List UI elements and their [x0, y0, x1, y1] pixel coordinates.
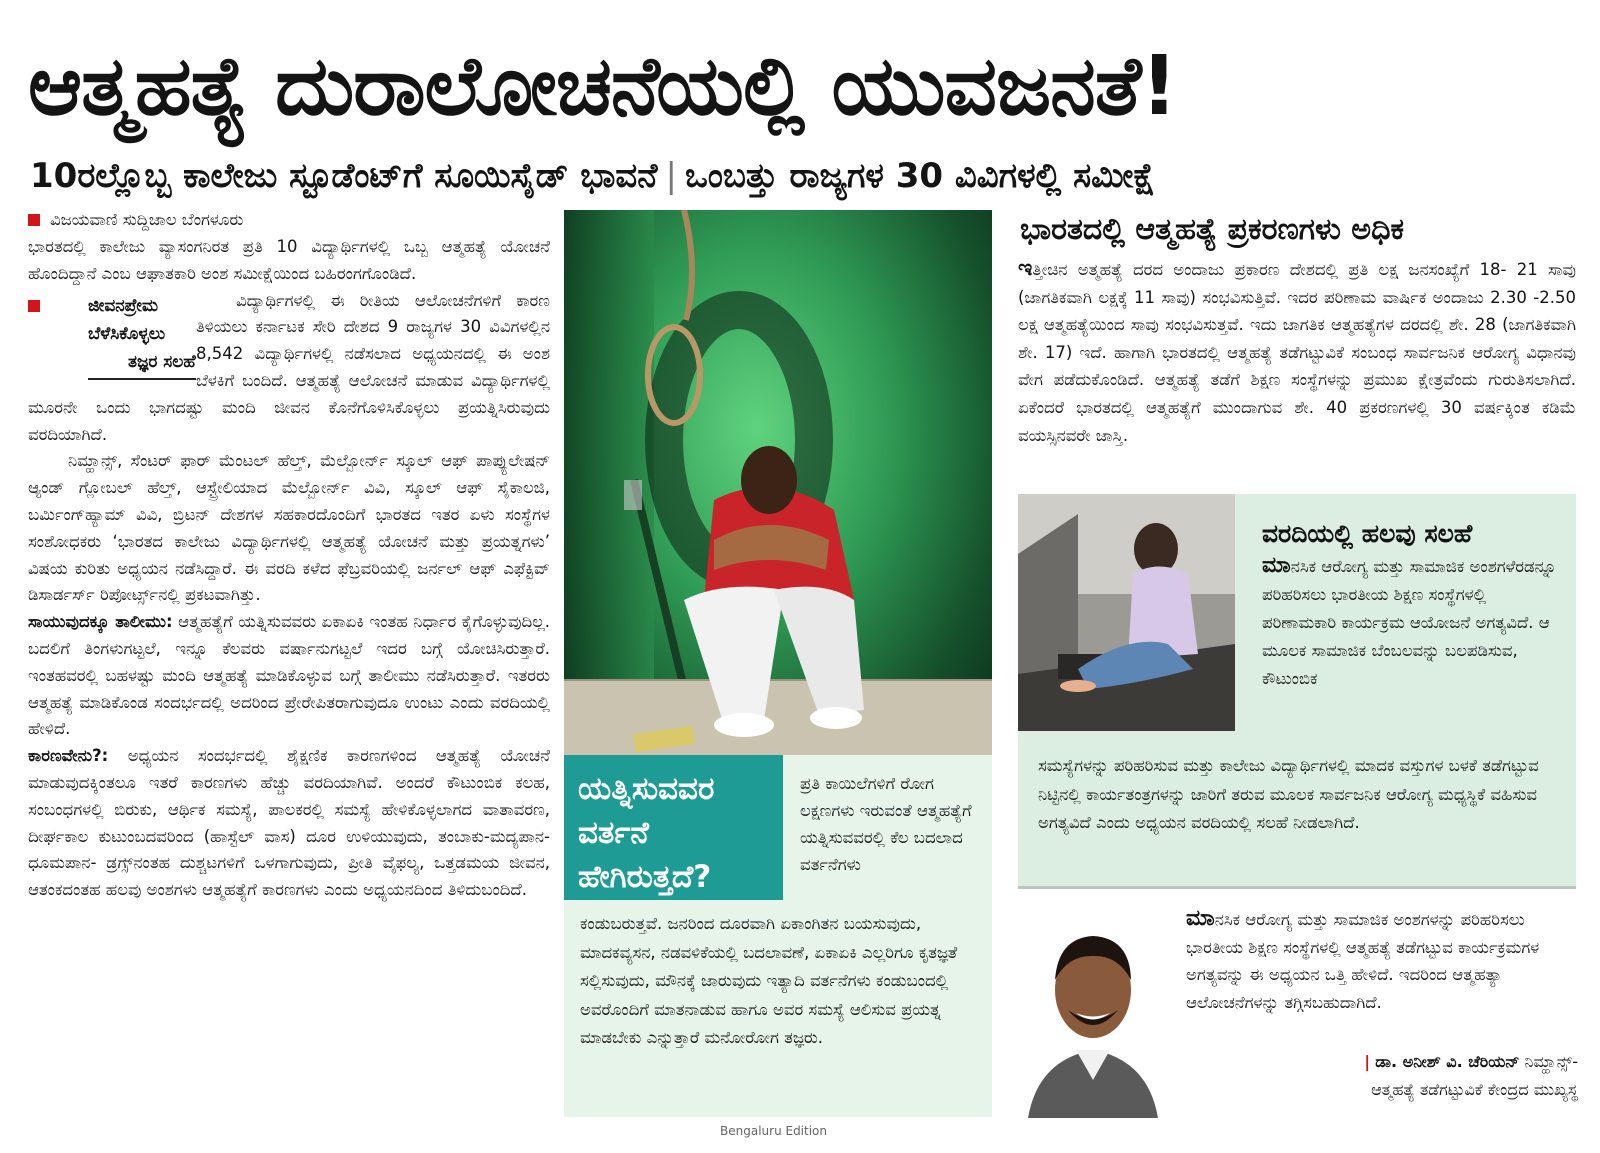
advice-side-body: ನಸಿಕ ಆರೋಗ್ಯ ಮತ್ತು ಸಾಮಾಜಿಕ ಅಂಶಗಳೆರಡನ್ನೂ ಪರಿಹರಿಸಲು ಭಾರತೀಯ ಶಿಕ್ಷಣ ಸಂಸ್ಥೆಗಳಲ್ಲಿ ಪರಿಣಾಮಕಾರಿ ಕಾರ್ಯಕ್ರಮ ಆಯೋಜನೆ ಅಗತ್ಯವಿದೆ. ಆ ಮೂಲಕ ಸಾಮಾಜಿಕ ಬೆಂಬಲವನ್ನು ಬಲಪಡಿಸುವ, ಕೌಟುಂಬಿಕ — [1262, 557, 1557, 688]
article-paragraph-3: ನಿಮ್ಹಾನ್ಸ್, ಸೆಂಟರ್ ಫಾರ್ ಮೆಂಟಲ್ ಹೆಲ್ತ್, ಮೆಲ್ಬೋರ್ನ್ ಸ್ಕೂಲ್ ಆಫ್ ಪಾಪ್ಯುಲೇಷನ್ ಆ್ಯಂಡ್ ಗ್ಲೋಬಲ್ ಹೆಲ್ತ್, ಆಸ್ಟ್ರೇಲಿಯಾದ ಮೆಲ್ಬೋರ್ನ್ ವಿವಿ, ಸ್ಕೂಲ್ ಆಫ್ ಸೈಕಾಲಜಿ, ಬರ್ಮಿಂಗ್‌ಹ್ಯಾಮ್ ವಿವಿ, ಬ್ರಿಟನ್ ದೇಶಗಳ ಸಹಕಾರದೊಂದಿಗೆ ಭಾರತದ ಇತರ ಏಳು ಸಂಸ್ಥೆಗಳ ಸಂಶೋಧಕರು ‘ಭಾರತದ ಕಾಲೇಜು ವಿದ್ಯಾರ್ಥಿಗಳಲ್ಲಿ ಆತ್ಮಹತ್ಯೆ ಯೋಚನೆ ಮತ್ತು ಪ್ರಯತ್ನಗಳು’ ವಿಷಯ ಕುರಿತು ಅಧ್ಯಯನ ನಡೆಸಿದ್ದಾರೆ. ಈ ವರದಿ ಕಳೆದ ಫೆಬ್ರವರಿಯಲ್ಲಿ ಜರ್ನಲ್ ಆಫ್ ಎಫೆಕ್ಟಿವ್ ಡಿಸಾರ್ಡರ್ಸ್ ರಿಪೋರ್ಟ್ಸ್‌ನಲ್ಲಿ ಪ್ರಕಟವಾಗಿತ್ತು. — [28, 451, 550, 605]
right-subheading: ಭಾರತದಲ್ಲಿ ಆತ್ಮಹತ್ಯೆ ಪ್ರಕರಣಗಳು ಅಧಿಕ — [1020, 212, 1404, 247]
behaviour-title-box: ಯತ್ನಿಸುವವರ ವರ್ತನೆ ಹೇಗಿರುತ್ತದೆ? — [564, 755, 783, 900]
article-paragraph-4-text: ಆತ್ಮಹತ್ಯೆಗೆ ಯತ್ನಿಸುವವರು ಏಕಾಏಕಿ ಇಂತಹ ನಿರ್ಧಾರ ಕೈಗೊಳ್ಳುವುದಿಲ್ಲ. ಬದಲಿಗೆ ತಿಂಗಳುಗಟ್ಟಲೆ, ಇನ್ನೂ ಕೆಲವರು ವರ್ಷಾನುಗಟ್ಟಲೆ ಇದರ ಬಗ್ಗೆ ಯೋಚಿಸಿರುತ್ತಾರೆ. ಇಂತಹವರಲ್ಲಿ ಬಹಳಷ್ಟು ಮಂದಿ ಆತ್ಮಹತ್ಯೆ ಮಾಡಿಕೊಳ್ಳುವ ಬಗ್ಗೆ ತಾಲೀಮು ನಡೆಸಿರುತ್ತಾರೆ. ಇತರರು ಆತ್ಮಹತ್ಯೆ ಮಾಡಿಕೊಂಡ ಸಂದರ್ಭದಲ್ಲಿ ಅದರಿಂದ ಪ್ರೇರೇಪಿತರಾಗುವುದೂ ಉಂಟು ಎಂದು ವರದಿಯಲ್ಲಿ ಹೇಳಿದೆ. — [28, 612, 550, 739]
advice-side-text — [1262, 552, 1562, 693]
article-paragraph-2 — [28, 288, 550, 449]
article-paragraph-4 — [28, 609, 550, 743]
bullet-square-icon — [28, 300, 40, 312]
subheading-rehearsal: ಸಾಯುವುದಕ್ಕೂ ತಾಲೀಮು: — [28, 612, 173, 632]
main-photo-distressed-student — [564, 210, 992, 755]
behaviour-bottom-text: ಕಂಡುಬರುತ್ತವೆ. ಜನರಿಂದ ದೂರವಾಗಿ ಏಕಾಂಗಿತನ ಬಯಸುವುದು, ಮಾದಕವ್ಯಸನ, ನಡವಳಿಕೆಯಲ್ಲಿ ಬದಲಾವಣೆ, ಏಕಾಏಕಿ ಎಲ್ಲರಿಗೂ ಕೃತಜ್ಞತೆ ಸಲ್ಲಿಸುವುದು, ಮೌನಕ್ಕೆ ಜಾರುವುದು ಇತ್ಯಾದಿ ವರ್ತನೆಗಳು ಕಂಡುಬಂದಲ್ಲಿ ಅವರೊಂದಿಗೆ ಮಾತನಾಡುವ ಹಾಗೂ ಅವರ ಸಮಸ್ಯೆ ಆಲಿಸುವ ಪ್ರಯತ್ನ ಮಾಡಬೇಕು ಎನ್ನುತ್ತಾರೆ ಮನೋರೋಗ ತಜ್ಞರು. — [580, 914, 958, 1047]
dateline-text: ವಿಜಯವಾಣಿ ಸುದ್ದಿಜಾಲ ಬೆಂಗಳೂರು — [50, 209, 244, 229]
pullquote-line-3: ತಜ್ಞರ ಸಲಹೆ — [88, 348, 196, 380]
headline: ಆತ್ಮಹತ್ಯೆ ದುರಾಲೋಚನೆಯಲ್ಲಿ ಯುವಜನತೆ! — [28, 39, 1177, 134]
subheadline — [30, 150, 1575, 202]
expert-quote — [1186, 905, 1576, 1016]
edition-footer: Bengaluru Edition — [720, 1124, 828, 1138]
dateline — [28, 206, 550, 234]
article-paragraph-2-text: ವಿದ್ಯಾರ್ಥಿಗಳಲ್ಲಿ ಈ ರೀತಿಯ ಆಲೋಚನೆಗಳಿಗೆ ಕಾರಣ ತಿಳಿಯಲು ಕರ್ನಾಟಕ ಸೇರಿ ದೇಶದ 9 ರಾಜ್ಯಗಳ 30 ವಿವಿಗಳಲ್ಲಿನ 8,542 ವಿದ್ಯಾರ್ಥಿಗಳಲ್ಲಿ ನಡೆಸಲಾದ ಅಧ್ಯಯನದಲ್ಲಿ ಈ ಅಂಶ ಬೆಳಕಿಗೆ ಬಂದಿದೆ. ಆತ್ಮಹತ್ಯೆ ಆಲೋಚನೆ ಮಾಡುವ ವಿದ್ಯಾರ್ಥಿಗಳಲ್ಲಿ ಮೂರನೇ ಒಂದು ಭಾಗದಷ್ಟು ಮಂದಿ ಜೀವನ ಕೊನೆಗೊಳಿಸಿಕೊಳ್ಳಲು ಪ್ರಯತ್ನಿಸಿರುವುದು ವರದಿಯಾಗಿದೆ. — [28, 290, 550, 444]
right-article-text — [1018, 255, 1576, 449]
drop-cap: ಮಾ — [1262, 553, 1291, 578]
signature-bar: | — [1364, 1052, 1371, 1071]
subhead-left: 10ರಲ್ಲೊಬ್ಬ ಕಾಲೇಜು ಸ್ಟೂಡೆಂಟ್‌ಗೆ ಸೂಯಿಸೈಡ್ ಭಾವನೆ — [30, 156, 658, 196]
subhead-separator: | — [665, 156, 677, 196]
drop-cap: ಇ — [1018, 256, 1033, 281]
bullet-square-icon — [28, 214, 40, 226]
advice-bottom-text: ಸಮಸ್ಯೆಗಳನ್ನು ಪರಿಹರಿಸುವ ಮತ್ತು ಕಾಲೇಜು ವಿದ್ಯಾರ್ಥಿಗಳಲ್ಲಿ ಮಾದಕ ವಸ್ತುಗಳ ಬಳಕೆ ತಡೆಗಟ್ಟುವ ನಿಟ್ಟಿನಲ್ಲಿ ಕಾರ್ಯತಂತ್ರಗಳನ್ನು ಜಾರಿಗೆ ತರುವ ಮೂಲಕ ಸಾರ್ವಜನಿಕ ಆರೋಗ್ಯ ಮಧ್ಯಸ್ಥಿಕೆ ವಹಿಸುವ ಅಗತ್ಯವಿದೆ ಎಂದು ಅಧ್ಯಯನ ವರದಿಯಲ್ಲಿ ಸಲಹೆ ನೀಡಲಾಗಿದೆ. — [1038, 756, 1539, 832]
subhead-right: ಒಂಬತ್ತು ರಾಜ್ಯಗಳ 30 ವಿವಿಗಳಲ್ಲಿ ಸಮೀಕ್ಷೆ — [684, 156, 1156, 196]
sad-girl-photo — [1018, 494, 1235, 731]
expert-role-1: ನಿಮ್ಹಾನ್ಸ್- — [1519, 1052, 1578, 1071]
main-article-column — [28, 206, 550, 1112]
expert-role-2: ಆತ್ಮಹತ್ಯೆ ತಡೆಗಟ್ಟುವಿಕೆ ಕೇಂದ್ರದ ಮುಖ್ಯಸ್ಥ — [1371, 1080, 1578, 1099]
right-article-body: ತ್ತೀಚಿನ ಅತ್ಮಹತ್ಯೆ ದರದ ಅಂದಾಜು ಪ್ರಕಾರಣ ದೇಶದಲ್ಲಿ ಪ್ರತಿ ಲಕ್ಷ ಜನಸಂಖ್ಯೆಗೆ 18- 21 ಸಾವು (ಜಾಗತಿಕವಾಗಿ ಲಕ್ಷಕ್ಕೆ 11 ಸಾವು) ಸಂಭವಿಸುತ್ತಿವೆ. ಇದರ ಪರಿಣಾಮ ವಾರ್ಷಿಕ ಅಂದಾಜು 2.30 -2.50 ಲಕ್ಷ ಆತ್ಮಹತ್ಯೆಯಿಂದ ಸಾವು ಸಂಭವಿಸುತ್ತವೆ. ಇದು ಜಾಗತಿಕ ಆತ್ಮಹತ್ಯೆಗಳ ದರದಲ್ಲಿ ಶೇ. 28 (ಜಾಗತಿಕವಾಗಿ ಶೇ. 17) ಇದೆ. ಹಾಗಾಗಿ ಭಾರತದಲ್ಲಿ ಆತ್ಮಹತ್ಯೆ ತಡೆಗಟ್ಟುವಿಕೆ ಸಂಬಂಧ ಸಾರ್ವಜನಿಕ ಆರೋಗ್ಯ ವಿಧಾನವು ವೇಗ ಪಡೆದುಕೊಂಡಿದೆ. ಆತ್ಮಹತ್ಯೆ ತಡೆಗೆ ಶಿಕ್ಷಣ ಸಂಸ್ಥೆಗಳನ್ನು ಪ್ರಮುಖ ಕ್ಷೇತ್ರವೆಂದು ಗುರುತಿಸಲಾಗಿದೆ. ಏಕೆಂದರೆ ಭಾರತದಲ್ಲಿ ಆತ್ಮಹತ್ಯೆಗೆ ಮುಂದಾಗುವ ಶೇ. 40 ಪ್ರಕರಣಗಳಲ್ಲಿ 30 ವರ್ಷಕ್ಕಿಂತ ಕಡಿಮೆ ವಯಸ್ಸಿನವರೇ ಜಾಸ್ತಿ. — [1018, 260, 1576, 445]
expert-portrait-photo — [1018, 910, 1168, 1118]
behaviour-side-text: ಪ್ರತಿ ಕಾಯಿಲೆಗಳಿಗೆ ರೋಗ ಲಕ್ಷಣಗಳು ಇರುವಂತೆ ಆತ್ಮಹತ್ಯೆಗೆ ಯತ್ನಿಸುವವರಲ್ಲಿ ಕೆಲ ಬದಲಾದ ವರ್ತನೆಗಳು — [800, 774, 972, 874]
article-paragraph-1: ಭಾರತದಲ್ಲಿ ಕಾಲೇಜು ವ್ಯಾಸಂಗನಿರತ ಪ್ರತಿ 10 ವಿದ್ಯಾರ್ಥಿಗಳಲ್ಲಿ ಒಬ್ಬ ಆತ್ಮಹತ್ಯೆ ಯೋಚನೆ ಹೊಂದಿದ್ದಾನೆ ಎಂಬ ಆಘಾತಕಾರಿ ಅಂಶ ಸಮೀಕ್ಷೆಯಿಂದ ಬಹಿರಂಗಗೊಂಡಿದೆ. — [28, 237, 550, 283]
expert-name: ಡಾ. ಅನೀಶ್ ವಿ. ಚೆರಿಯನ್ — [1375, 1052, 1520, 1071]
pullquote-line-2: ಬೆಳೆಸಿಕೊಳ್ಳಲು — [88, 323, 166, 344]
pullquote — [28, 292, 196, 380]
expert-signature — [1243, 1048, 1578, 1104]
pullquote-line-1: ಜೀವನಪ್ರೇಮ — [88, 295, 159, 316]
article-paragraph-5 — [28, 743, 550, 904]
expert-quote-body: ನಸಿಕ ಆರೋಗ್ಯ ಮತ್ತು ಸಾಮಾಜಿಕ ಅಂಶಗಳನ್ನು ಪರಿಹರಿಸಲು ಭಾರತೀಯ ಶಿಕ್ಷಣ ಸಂಸ್ಥೆಗಳಲ್ಲಿ ಆತ್ಮಹತ್ಯೆ ತಡೆಗಟ್ಟುವ ಕಾರ್ಯಕ್ರಮಗಳ ಅಗತ್ಯವನ್ನು ಈ ಅಧ್ಯಯನ ಒತ್ತಿ ಹೇಳಿದೆ. ಇದರಿಂದ ಆತ್ಮಹತ್ಯಾ ಆಲೋಚನೆಗಳನ್ನು ತಗ್ಗಿಸಬಹುದಾಗಿದೆ. — [1186, 910, 1540, 1012]
subheading-causes: ಕಾರಣವೇನು?: — [28, 746, 109, 766]
article-paragraph-5-text: ಅಧ್ಯಯನ ಸಂದರ್ಭದಲ್ಲಿ ಶೈಕ್ಷಣಿಕ ಕಾರಣಗಳಿಂದ ಆತ್ಮಹತ್ಯೆ ಯೋಚನೆ ಮಾಡುವುದಕ್ಕಿಂತಲೂ ಇತರೆ ಕಾರಣಗಳು ಹೆಚ್ಚು ವರದಿಯಾಗಿವೆ. ಅಂದರೆ ಕೌಟುಂಬಿಕ ಕಲಹ, ಸಂಬಂಧಗಳಲ್ಲಿ ಬಿರುಕು, ಆರ್ಥಿಕ ಸಮಸ್ಯೆ, ಪಾಲಕರಲ್ಲಿ ಸಮಸ್ಯೆ ಹೇಳಿಕೊಳ್ಳಲಾಗದ ವಾತಾವರಣ, ದೀರ್ಘಕಾಲ ಕುಟುಂಬದವರಿಂದ (ಹಾಸ್ಟೆಲ್ ವಾಸ) ದೂರ ಉಳಿಯುವುದು, ತಂಬಾಕು-ಮದ್ಯಪಾನ- ಧೂಮಪಾನ- ಡ್ರಗ್ಸ್‌ನಂತಹ ದುಶ್ಚಟಗಳಿಗೆ ಒಳಗಾಗುವುದು, ಪ್ರೀತಿ ವೈಫಲ್ಯ, ಒತ್ತಡಮಯ ಜೀವನ, ಆತಂಕದಂತಹ ಹಲವು ಅಂಶಗಳು ಆತ್ಮಹತ್ಯೆಗೆ ಕಾರಣಗಳು ಎಂದು ಅಧ್ಯಯನದಿಂದ ತಿಳಿದುಬಂದಿದೆ. — [28, 746, 550, 900]
drop-cap: ಮಾ — [1186, 906, 1215, 931]
advice-title: ವರದಿಯಲ್ಲಿ ಹಲವು ಸಲಹೆ — [1262, 519, 1473, 548]
